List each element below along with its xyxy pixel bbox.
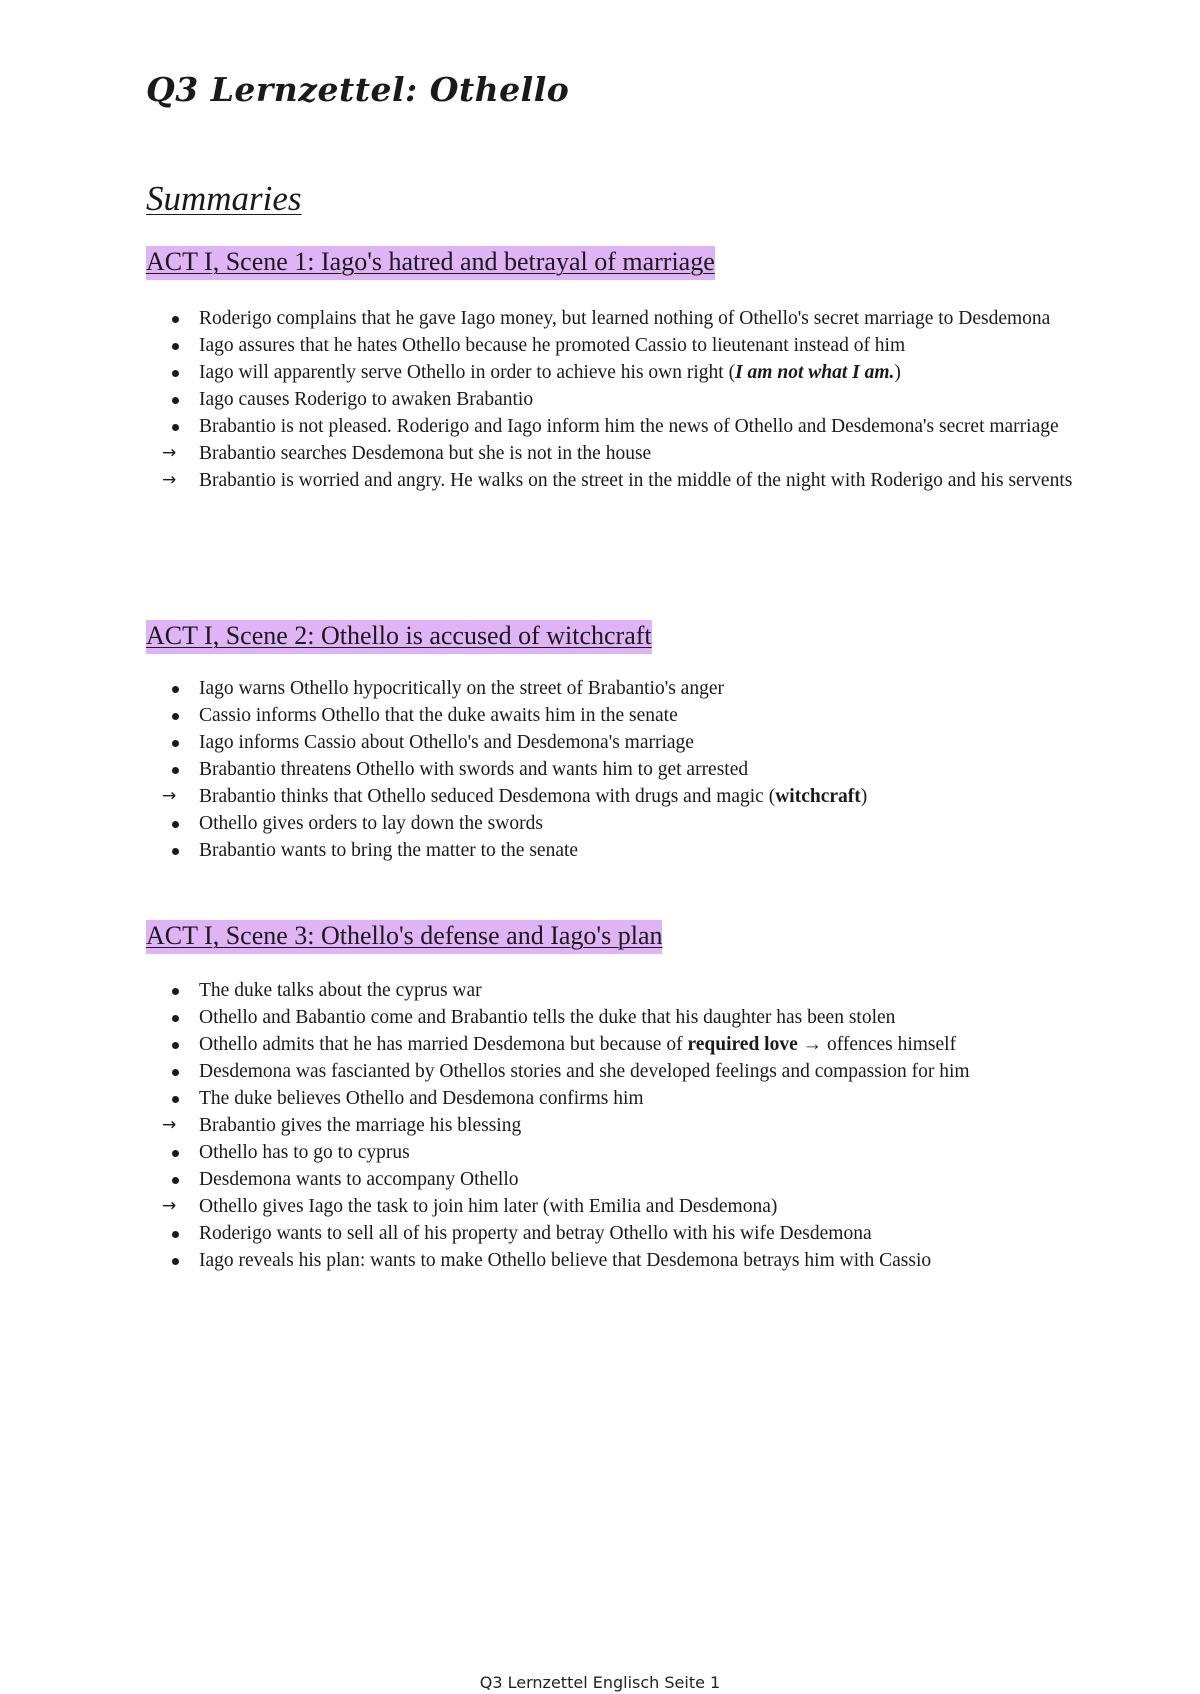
list-item <box>146 838 1086 863</box>
arrow-list-item <box>146 1194 1086 1219</box>
act-1-scene-3-heading: ACT I, Scene 3: Othello's defense and Iago's plan <box>146 920 662 954</box>
item-text: Brabantio searches Desdemona but she is not in the house <box>199 443 652 464</box>
item-text: Roderigo wants to sell all of his property and betray Othello with his wife Desdemona <box>199 1223 872 1244</box>
list-item <box>146 1059 1086 1084</box>
item-text: Othello admits that he has married Desdemona but because of <box>199 1034 688 1055</box>
item-text: Iago causes Roderigo to awaken Brabantio <box>199 389 534 410</box>
item-text: Brabantio is worried and angry. He walks on the street in the middle of the night with Roderigo and his servents <box>199 470 1073 491</box>
arrow-list-item <box>146 784 1086 809</box>
item-text: Othello gives orders to lay down the swords <box>199 813 543 834</box>
item-text: Othello gives Iago the task to join him later (with Emilia and Desdemona) <box>199 1196 778 1217</box>
list-item <box>146 1086 1086 1111</box>
page-footer: Q3 Lernzettel Englisch Seite 1 <box>479 1673 721 1692</box>
item-text: Desdemona was fascianted by Othellos stories and she developed feelings and compassion for him <box>199 1061 970 1082</box>
list-item <box>146 414 1086 439</box>
list-item <box>146 1221 1086 1246</box>
item-text: Iago reveals his plan: wants to make Othello believe that Desdemona betrays him with Cassio <box>199 1250 932 1271</box>
act-1-scene-2-list <box>146 676 1086 863</box>
item-text: Roderigo complains that he gave Iago money, but learned nothing of Othello's secret marriage to Desdemona <box>199 308 1051 329</box>
item-text: Brabantio wants to bring the matter to the senate <box>199 840 579 861</box>
act-1-scene-1-section <box>146 246 1086 495</box>
list-item <box>146 1167 1086 1192</box>
list-item <box>146 360 1086 385</box>
item-emphasis: required love <box>687 1034 798 1055</box>
list-item <box>146 1005 1086 1030</box>
item-text: Iago warns Othello hypocritically on the street of Brabantio's anger <box>199 678 724 699</box>
item-text: Othello has to go to cyprus <box>199 1142 410 1163</box>
item-text-after: ) <box>894 362 901 383</box>
list-item <box>146 811 1086 836</box>
act-1-scene-2-heading: ACT I, Scene 2: Othello is accused of witchcraft <box>146 620 652 654</box>
list-item <box>146 978 1086 1003</box>
item-text: The duke believes Othello and Desdemona confirms him <box>199 1088 644 1109</box>
list-item <box>146 1140 1086 1165</box>
item-text-after: → offences himself <box>797 1034 957 1055</box>
item-text-after: ) <box>860 786 868 807</box>
item-text: The duke talks about the cyprus war <box>199 980 482 1001</box>
list-item <box>146 676 1086 701</box>
arrow-icon: → <box>162 443 177 463</box>
list-item <box>146 387 1086 412</box>
page-title: Q3 Lernzettel: Othello <box>146 70 570 109</box>
act-1-scene-3-section <box>146 920 1086 1275</box>
item-text: Desdemona wants to accompany Othello <box>199 1169 519 1190</box>
list-item <box>146 306 1086 331</box>
arrow-list-item <box>146 468 1086 493</box>
arrow-icon: → <box>162 786 177 806</box>
item-text: Brabantio is not pleased. Roderigo and Iago inform him the news of Othello and Desdemona's secret marriage <box>199 416 1059 437</box>
arrow-list-item <box>146 441 1086 466</box>
item-text: Iago informs Cassio about Othello's and Desdemona's marriage <box>199 732 694 753</box>
item-text: Cassio informs Othello that the duke awaits him in the senate <box>199 705 678 726</box>
list-item <box>146 1032 1086 1057</box>
list-item <box>146 703 1086 728</box>
arrow-icon: → <box>162 1115 177 1135</box>
act-1-scene-3-list <box>146 978 1086 1273</box>
list-item <box>146 333 1086 358</box>
list-item <box>146 730 1086 755</box>
item-text: Othello and Babantio come and Brabantio tells the duke that his daughter has been stolen <box>199 1007 896 1028</box>
item-text: Brabantio thinks that Othello seduced Desdemona with drugs and magic ( <box>199 786 776 807</box>
item-text: Iago assures that he hates Othello because he promoted Cassio to lieutenant instead of him <box>199 335 906 356</box>
list-item <box>146 757 1086 782</box>
item-text: Iago will apparently serve Othello in order to achieve his own right ( <box>199 362 736 383</box>
arrow-icon: → <box>162 470 177 490</box>
item-text: Brabantio threatens Othello with swords and wants him to get arrested <box>199 759 749 780</box>
summaries-heading: Summaries <box>146 179 302 218</box>
item-text: Brabantio gives the marriage his blessing <box>199 1115 522 1136</box>
list-item <box>146 1248 1086 1273</box>
act-1-scene-2-section <box>146 620 1086 865</box>
arrow-list-item <box>146 1113 1086 1138</box>
item-emphasis: witchcraft <box>775 786 861 807</box>
arrow-icon: → <box>162 1196 177 1216</box>
act-1-scene-1-list <box>146 306 1086 493</box>
item-emphasis: I am not what I am. <box>735 362 895 383</box>
act-1-scene-1-heading: ACT I, Scene 1: Iago's hatred and betrayal of marriage <box>146 246 715 280</box>
